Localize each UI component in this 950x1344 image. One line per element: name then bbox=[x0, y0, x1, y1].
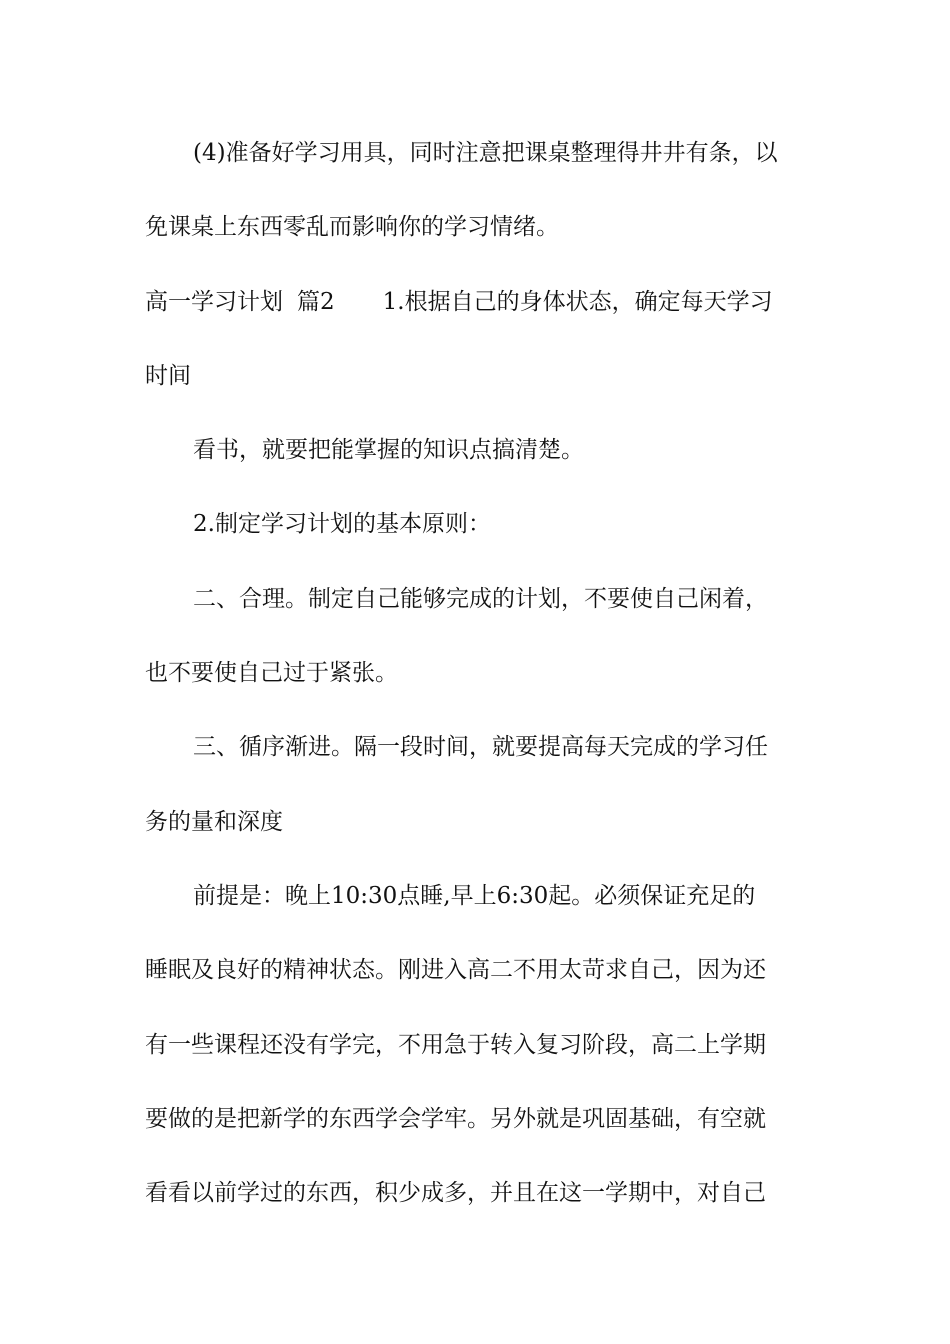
paragraph-line: 看看以前学过的东西，积少成多，并且在这一学期中，对自己 bbox=[145, 1180, 766, 1206]
paragraph-line: 要做的是把新学的东西学会学牢。另外就是巩固基础，有空就 bbox=[145, 1106, 766, 1132]
section-heading-line bbox=[145, 287, 810, 317]
section-title: 高一学习计划 bbox=[145, 289, 283, 315]
paragraph-line: 也不要使自己过于紧张。 bbox=[145, 660, 398, 686]
section-item: 1.根据自己的身体状态，确定每天学习 bbox=[382, 289, 773, 315]
section-number: 篇2 bbox=[297, 289, 335, 315]
paragraph-line: 前提是：晚上10:30点睡,早上6:30起。必须保证充足的 bbox=[193, 883, 756, 909]
paragraph-line: 2.制定学习计划的基本原则： bbox=[193, 511, 491, 537]
paragraph-line: 三、循序渐进。隔一段时间，就要提高每天完成的学习任 bbox=[193, 734, 768, 760]
paragraph-line: 睡眠及良好的精神状态。刚进入高二不用太苛求自己，因为还 bbox=[145, 957, 766, 983]
paragraph-line: 看书，就要把能掌握的知识点搞清楚。 bbox=[193, 437, 584, 463]
paragraph-line: 免课桌上东西零乱而影响你的学习情绪。 bbox=[145, 214, 559, 240]
paragraph-line: 时间 bbox=[145, 363, 191, 389]
paragraph-line: 二、合理。制定自己能够完成的计划，不要使自己闲着， bbox=[193, 586, 768, 612]
paragraph-line: (4)准备好学习用具，同时注意把课桌整理得井井有条，以 bbox=[193, 140, 778, 166]
paragraph-line: 有一些课程还没有学完，不用急于转入复习阶段，高二上学期 bbox=[145, 1032, 766, 1058]
paragraph-line: 务的量和深度 bbox=[145, 809, 283, 835]
